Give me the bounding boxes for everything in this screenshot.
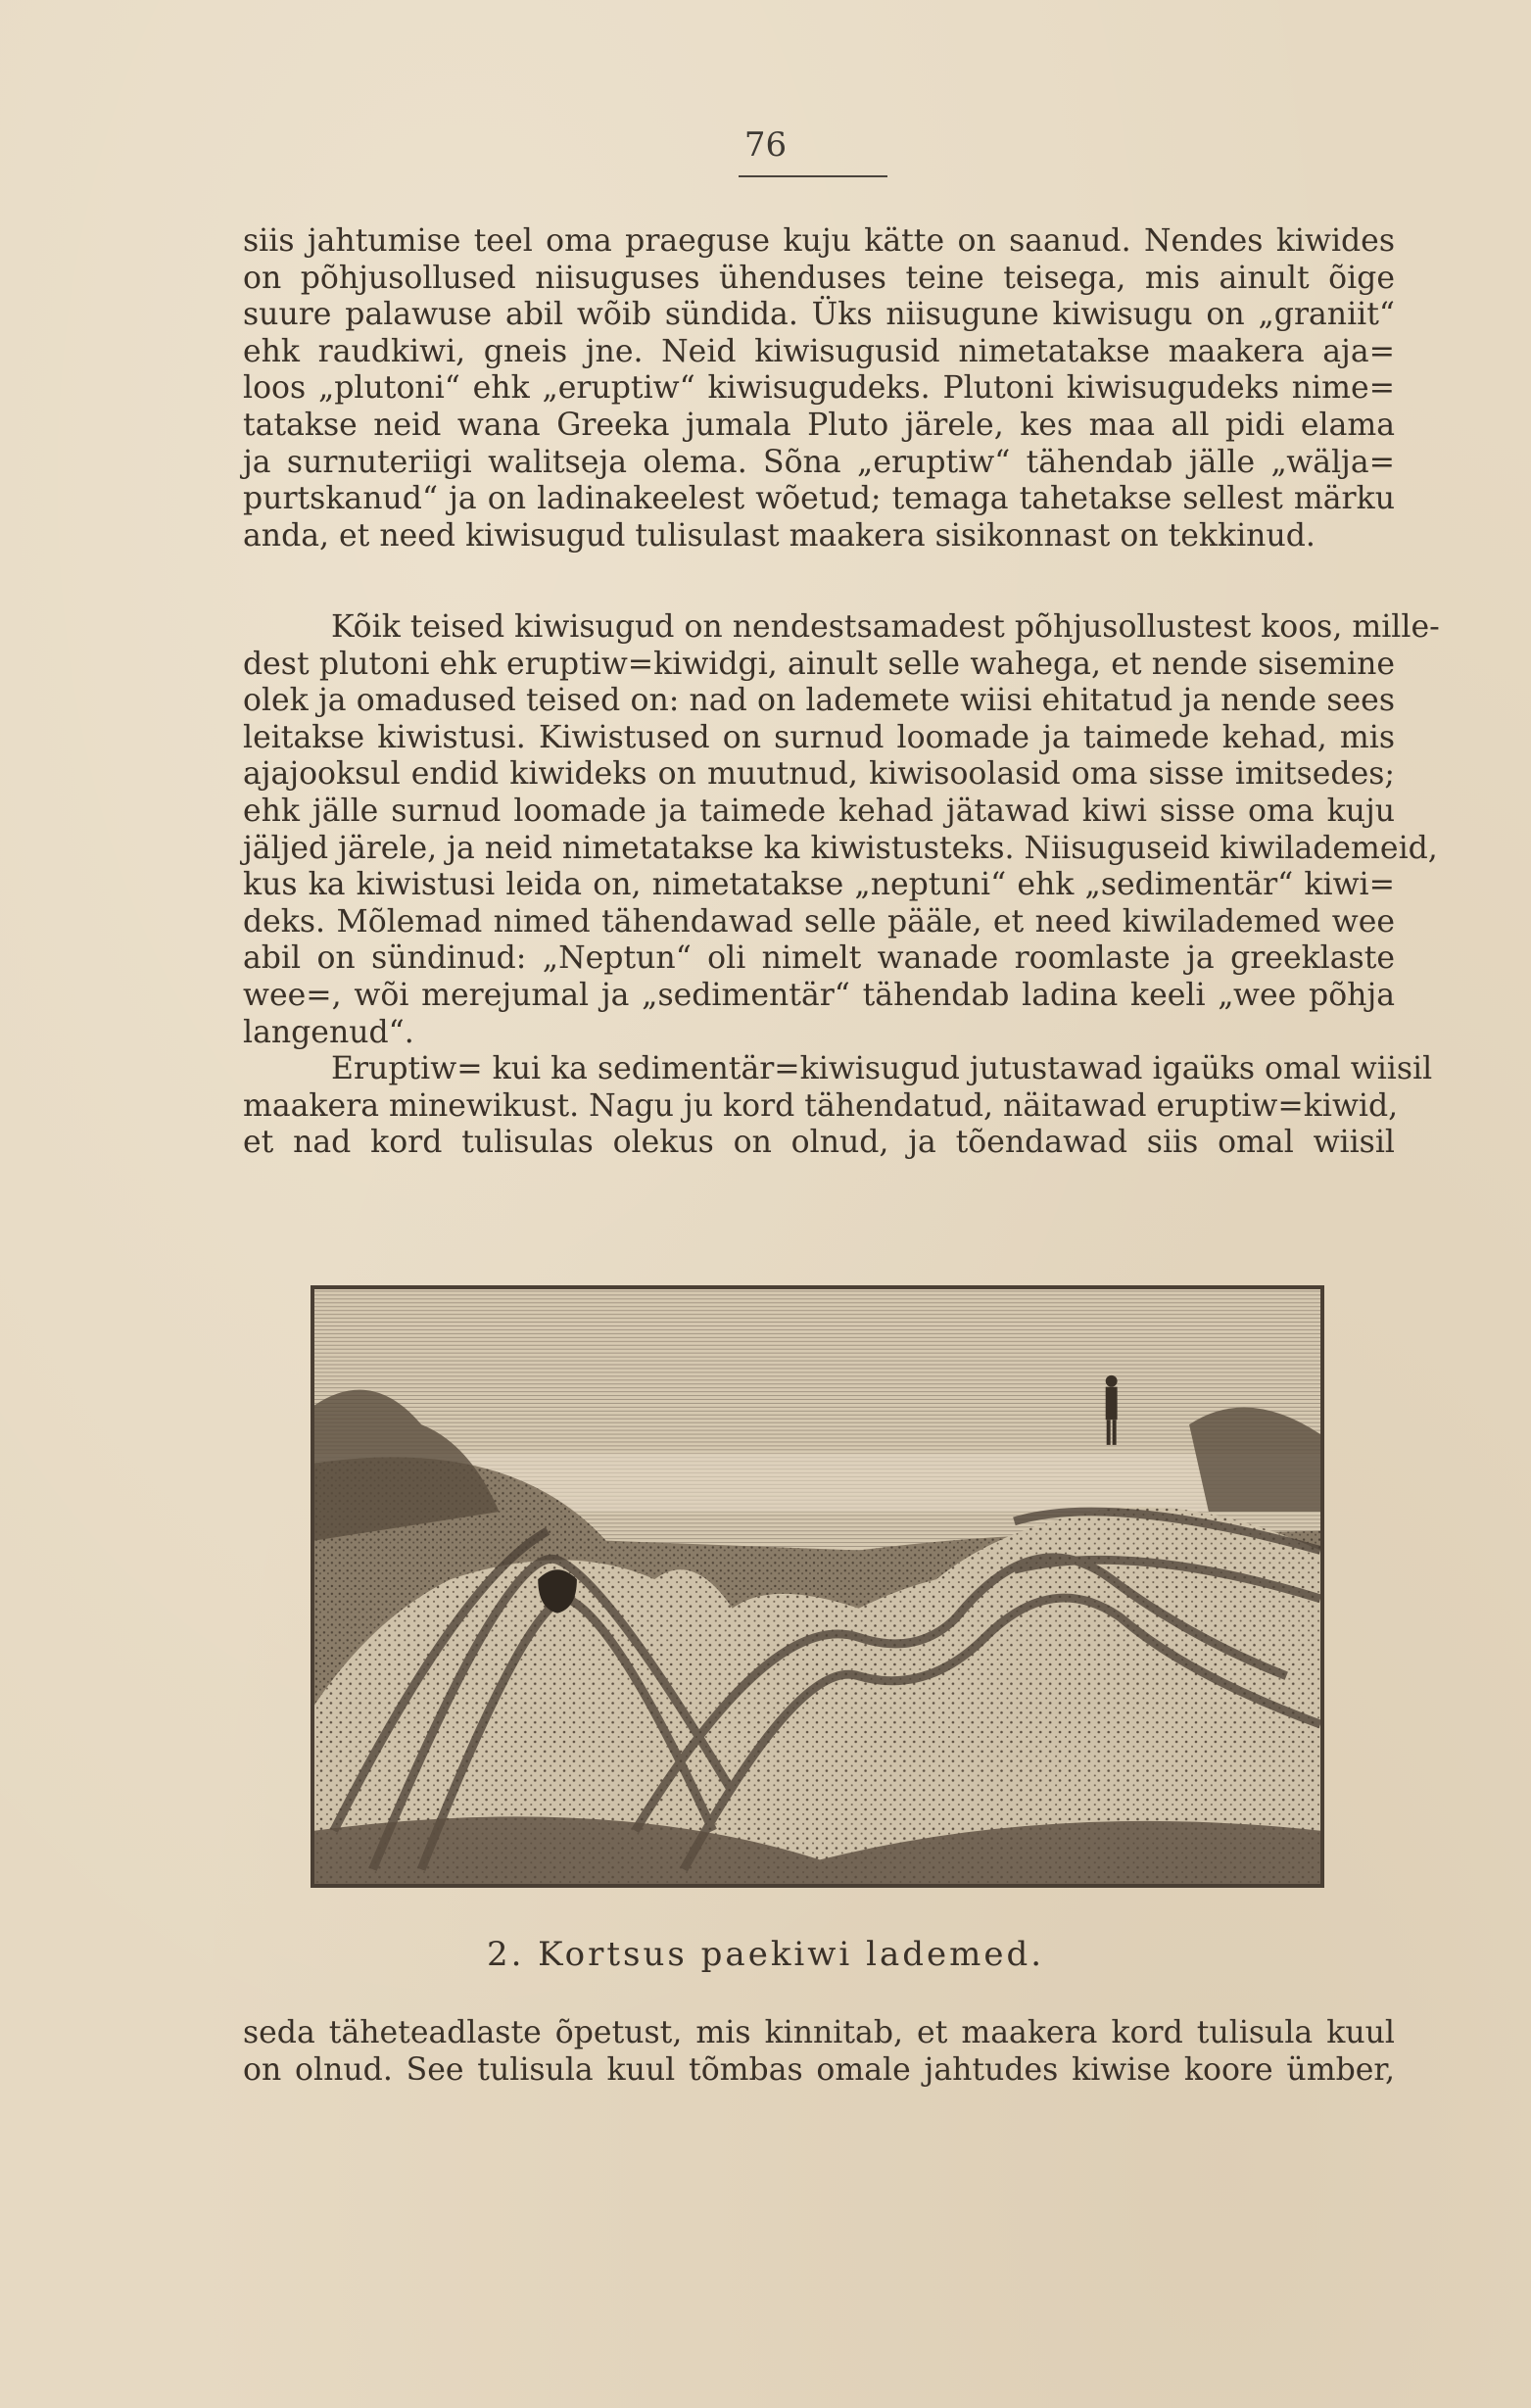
text-line: leitakse kiwistusi. Kiwistused on surnud loomade ja taimede kehad, mis (243, 719, 1395, 755)
text-line: et nad kord tulisulas olekus on olnud, ja tõendawad siis omal wiisil (243, 1125, 1395, 1161)
text-line: anda, et need kiwisugud tulisulast maakera sisikonnast on tekkinud. (243, 517, 1316, 554)
page-number-rule (739, 175, 887, 177)
paragraph-after-figure (243, 2015, 1395, 2089)
text-line: siis jahtumise teel oma praeguse kuju kätte on saanud. Nendes kiwides (243, 223, 1395, 259)
text-line: jäljed järele, ja neid nimetatakse ka kiwistusteks. Niisuguseid kiwilademeid, (243, 830, 1438, 866)
text-line: Eruptiw= kui ka sedimentär=kiwisugud jutustawad igaüks omal wiisil (331, 1051, 1433, 1087)
text-line: langenud“. (243, 1014, 414, 1050)
text-line: deks. Mõlemad nimed tähendawad selle pääle, et need kiwilademed wee (243, 903, 1395, 939)
text-line: on põhjusollused niisuguses ühenduses teine teisega, mis ainult õige (243, 260, 1395, 296)
page-number: 76 (743, 125, 788, 165)
text-line: kus ka kiwistusi leida on, nimetatakse „neptuni“ ehk „sedimentär“ kiwi= (243, 867, 1395, 903)
text-line: ja surnuteriigi walitseja olema. Sõna „eruptiw“ tähendab jälle „wälja= (243, 444, 1395, 480)
paragraph-continuation (243, 223, 1395, 554)
figure-caption: 2. Kortsus paekiwi lademed. (486, 1935, 1045, 1974)
text-line: wee=, wõi merejumal ja „sedimentär“ tähendab ladina keeli „wee põhja (243, 977, 1395, 1013)
text-line: on olnud. See tulisula kuul tõmbas omale jahtudes kiwise koore ümber, (243, 2051, 1395, 2088)
text-line: maakera minewikust. Nagu ju kord tähendatud, näitawad eruptiw=kiwid, (243, 1087, 1399, 1124)
text-line: purtskanud“ ja on ladinakeelest wõetud; temaga tahetakse sellest märku (243, 481, 1395, 517)
text-line: abil on sündinud: „Neptun“ oli nimelt wanade roomlaste ja greeklaste (243, 940, 1395, 977)
text-line: ajajooksul endid kiwideks on muutnud, kiwisoolasid oma sisse imitsedes; (243, 756, 1395, 793)
text-line: suure palawuse abil wõib sündida. Üks niisugune kiwisugu on „graniit“ (243, 297, 1395, 333)
text-line: ehk jälle surnud loomade ja taimede kehad jätawad kiwi sisse oma kuju (243, 793, 1395, 829)
right-bushes (1189, 1408, 1320, 1512)
paragraph-sedimentary (243, 609, 1440, 1162)
text-line: olek ja omadused teised on: nad on lademete wiisi ehitatud ja nende sees (243, 683, 1395, 719)
text-line: Kõik teised kiwisugud on nendestsamadest põhjusollustest koos, mille- (331, 609, 1440, 645)
text-line: ehk raudkiwi, gneis jne. Neid kiwisugusid nimetatakse maakera aja= (243, 333, 1395, 369)
text-line: dest plutoni ehk eruptiw=kiwidgi, ainult selle wahega, et nende sisemine (243, 646, 1395, 682)
folded-limestone-illustration (311, 1285, 1324, 1888)
engraving-image (314, 1289, 1320, 1884)
text-line: seda täheteadlaste õpetust, mis kinnitab, et maakera kord tulisula kuul (243, 2015, 1395, 2050)
text-line: tatakse neid wana Greeka jumala Pluto järele, kes maa all pidi elama (243, 407, 1395, 443)
text-line: loos „plutoni“ ehk „eruptiw“ kiwisugudeks. Plutoni kiwisugudeks nime= (243, 370, 1395, 407)
